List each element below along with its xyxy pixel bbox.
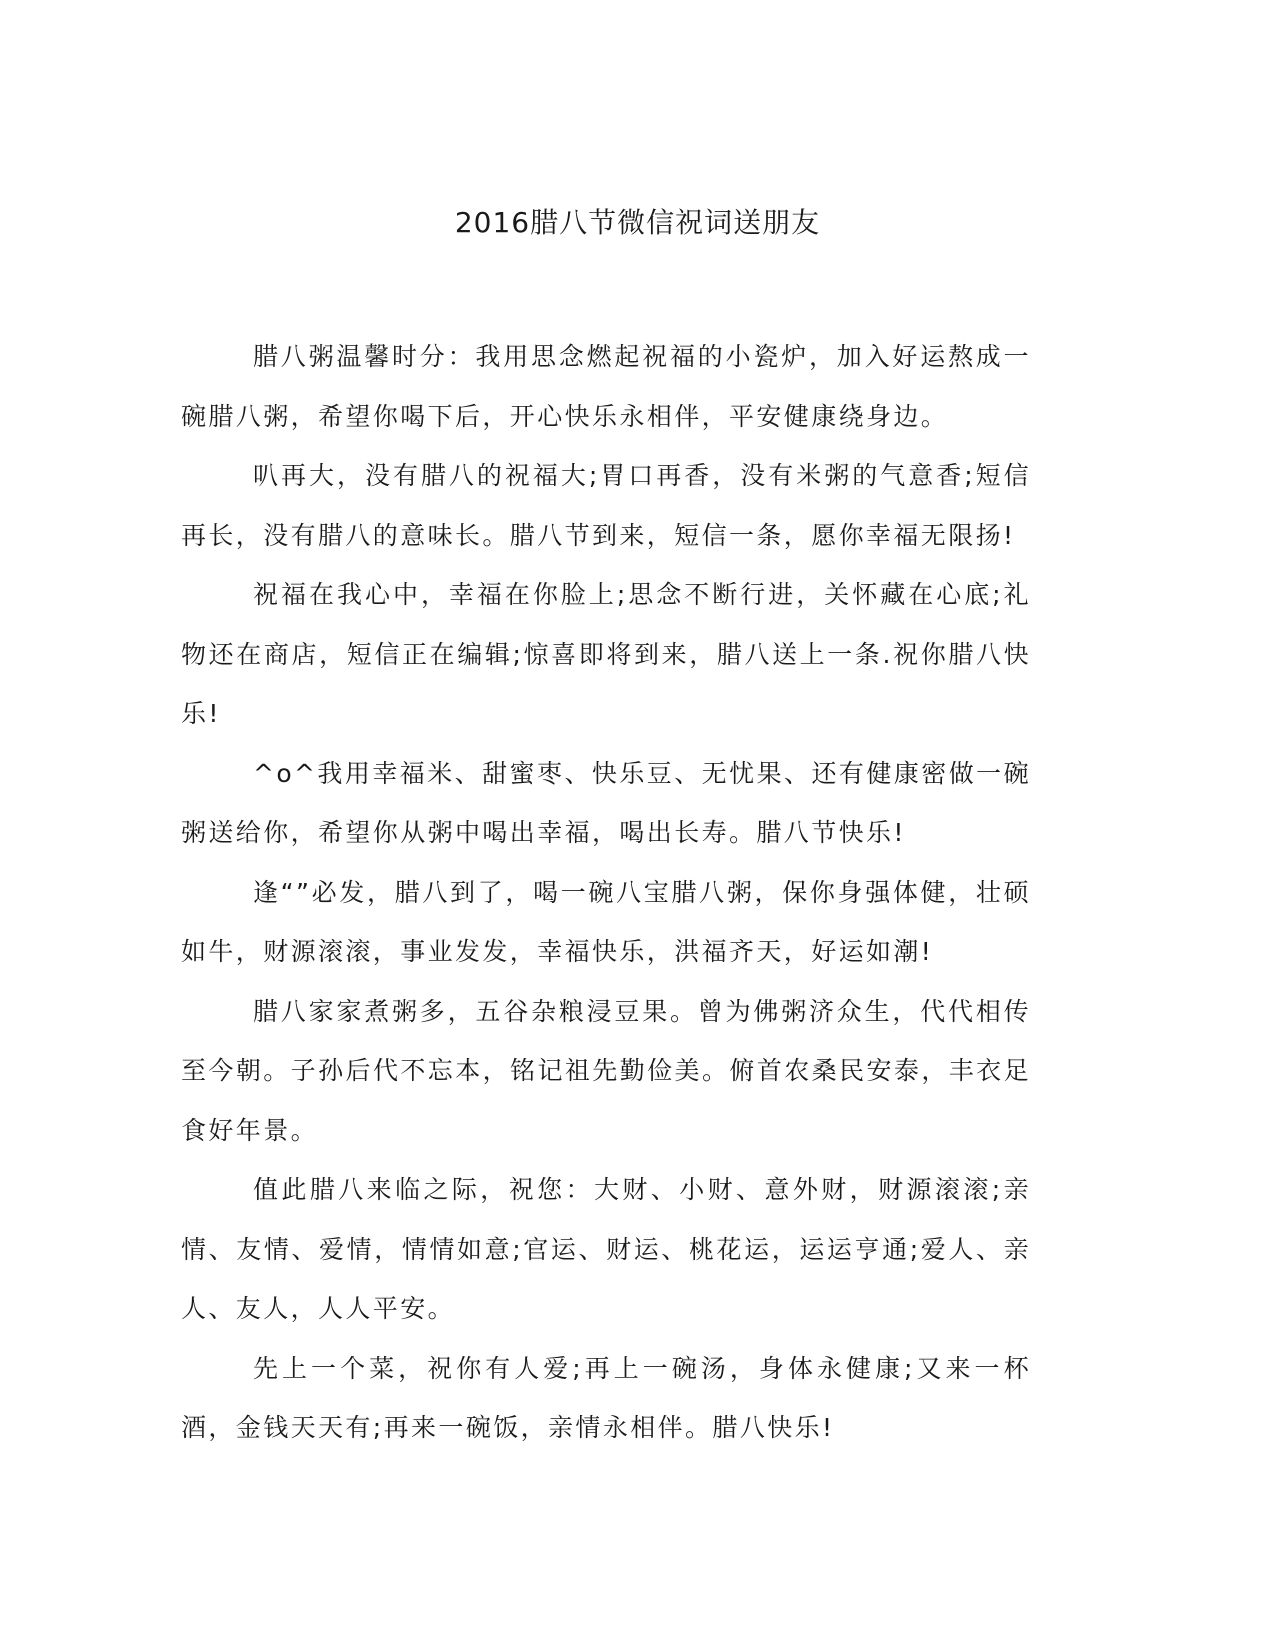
paragraph-4: ^o^我用幸福米、甜蜜枣、快乐豆、无忧果、还有健康密做一碗粥送给你，希望你从粥中喝出幸福，喝出长寿。腊八节快乐! [181, 758, 1031, 847]
paragraph-2: 叭再大，没有腊八的祝福大;胃口再香，没有米粥的气意香;短信再长，没有腊八的意味长。腊八节到来，短信一条，愿你幸福无限扬! [181, 461, 1031, 550]
document-body [181, 327, 1031, 1458]
paragraph-6: 腊八家家煮粥多，五谷杂粮浸豆果。曾为佛粥济众生，代代相传至今朝。子孙后代不忘本，铭记祖先勤俭美。俯首农桑民安泰，丰衣足食好年景。 [181, 996, 1031, 1145]
document-title: 2016腊八节微信祝词送朋友 [454, 206, 821, 239]
paragraph-8: 先上一个菜，祝你有人爱;再上一碗汤，身体永健康;又来一杯酒，金钱天天有;再来一碗饭，亲情永相伴。腊八快乐! [181, 1353, 1031, 1442]
paragraph-5: 逢“”必发，腊八到了，喝一碗八宝腊八粥，保你身强体健，壮硕如牛，财源滚滚，事业发发，幸福快乐，洪福齐天，好运如潮! [181, 877, 1031, 966]
paragraph-7: 值此腊八来临之际，祝您：大财、小财、意外财，财源滚滚;亲情、友情、爱情，情情如意;官运、财运、桃花运，运运亨通;爱人、亲人、友人，人人平安。 [181, 1175, 1031, 1323]
paragraph-1: 腊八粥温馨时分：我用思念燃起祝福的小瓷炉，加入好运熬成一碗腊八粥，希望你喝下后，开心快乐永相伴，平安健康绕身边。 [181, 342, 1031, 431]
paragraph-3: 祝福在我心中，幸福在你脸上;思念不断行进，关怀藏在心底;礼物还在商店，短信正在编辑;惊喜即将到来，腊八送上一条.祝你腊八快乐! [181, 580, 1031, 728]
